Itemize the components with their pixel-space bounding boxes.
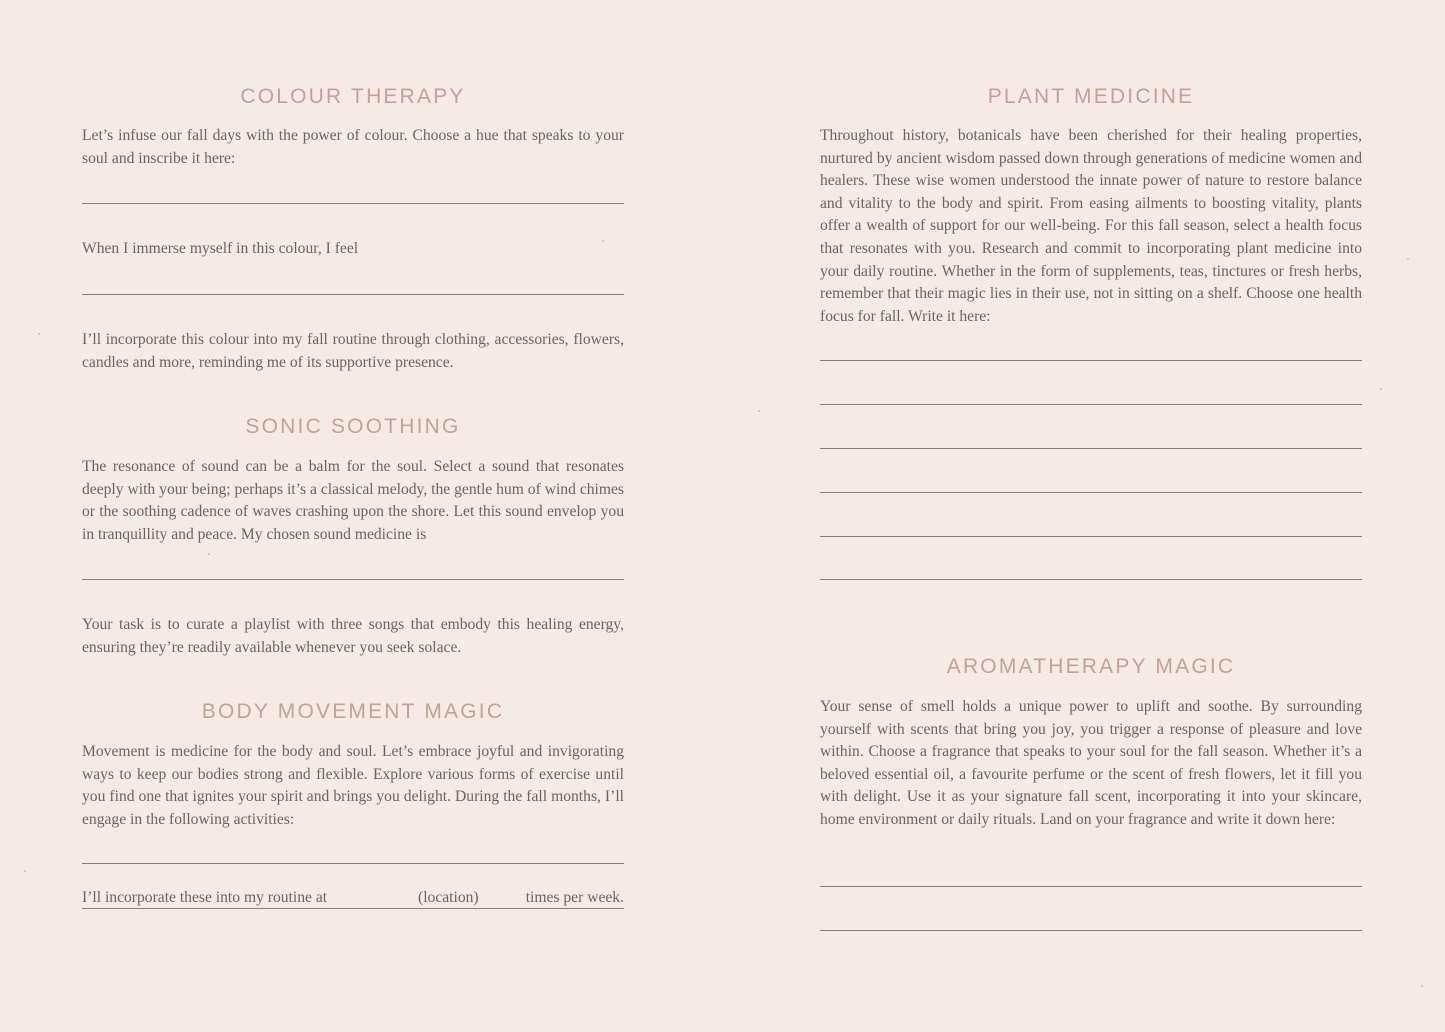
colour-feel-write-line[interactable] — [82, 294, 624, 295]
paper-speck — [602, 240, 604, 242]
sonic-soothing-intro: The resonance of sound can be a balm for the soul. Select a sound that resonates deeply with your being; perhaps it’s a classical melody, the gentle hum of wind chimes or the soothing cadence of waves crashing upon the shore. Let this sound envelop you in tranquillity and peace. My chosen sound medicine is — [82, 458, 624, 543]
routine-start-text: I’ll incorporate these into my routine at — [82, 889, 328, 906]
aromatherapy-heading: AROMATHERAPY MAGIC — [946, 655, 1236, 678]
routine-line[interactable] — [82, 888, 624, 909]
colour-write-line[interactable] — [82, 203, 624, 204]
fragrance-write-line[interactable] — [820, 930, 1362, 931]
sonic-soothing-heading: SONIC SOOTHING — [245, 415, 461, 438]
fragrance-write-line[interactable] — [820, 886, 1362, 887]
body-movement-intro: Movement is medicine for the body and soul. Let’s embrace joyful and invigorating ways to keep our bodies strong and flexible. Explore various forms of exercise until you find one that ignites your spirit and brings you delight. During the fall months, I’ll engage in the following activities: — [82, 743, 624, 828]
plant-write-line[interactable] — [820, 360, 1362, 361]
colour-therapy-outro: I’ll incorporate this colour into my fall routine through clothing, accessories, flowers, candles and more, reminding me of its supportive presence. — [82, 331, 624, 371]
plant-medicine-heading: PLANT MEDICINE — [987, 85, 1195, 108]
sonic-soothing-task: Your task is to curate a playlist with three songs that embody this healing energy, ensuring they’re readily available whenever you seek solace. — [82, 616, 624, 656]
body-movement-heading: BODY MOVEMENT MAGIC — [201, 700, 505, 723]
colour-therapy-heading: COLOUR THERAPY — [240, 85, 466, 108]
sound-write-line[interactable] — [82, 579, 624, 580]
aromatherapy-body: Your sense of smell holds a unique power to uplift and soothe. By surrounding yourself with scents that bring you joy, you trigger a response of pleasure and love within. Choose a fragrance that speaks to your soul for the fall season. Whether it’s a beloved essential oil, a favourite perfume or the scent of fresh flowers, let it fill you with delight. Use it as your signature fall scent, incorporating it into your skincare, home environment or daily rituals. Land on your fragrance and write it down here: — [820, 698, 1362, 828]
paper-speck — [1407, 258, 1409, 260]
paper-speck — [1421, 985, 1423, 987]
plant-write-line[interactable] — [820, 536, 1362, 537]
paper-speck — [24, 870, 26, 872]
plant-write-line[interactable] — [820, 579, 1362, 580]
colour-therapy-intro: Let’s infuse our fall days with the power of colour. Choose a hue that speaks to your soul and inscribe it here: — [82, 127, 624, 167]
plant-write-line[interactable] — [820, 404, 1362, 405]
paper-speck — [208, 553, 210, 555]
colour-feel-prompt: When I immerse myself in this colour, I feel — [82, 240, 359, 257]
plant-write-line[interactable] — [820, 448, 1362, 449]
paper-speck — [38, 333, 40, 335]
paper-speck — [758, 410, 760, 412]
paper-speck — [1380, 388, 1382, 390]
plant-write-line[interactable] — [820, 492, 1362, 493]
activities-write-line[interactable] — [82, 863, 624, 864]
plant-medicine-body: Throughout history, botanicals have been cherished for their healing properties, nurtured by ancient wisdom passed down through generations of medicine women and healers. These wise women understood the innate power of nature to restore balance and vitality to the body and spirit. From easing ailments to boosting vitality, plants offer a wealth of support for our well-being. For this fall season, select a health focus that resonates with you. Research and commit to incorporating plant medicine into your daily routine. Whether in the form of supplements, teas, tinctures or fresh herbs, remember that their magic lies in their use, not in sitting on a shelf. Choose one health focus for fall. Write it here: — [820, 127, 1362, 325]
routine-end-text: times per week. — [525, 889, 624, 906]
routine-location-text: (location) — [418, 889, 479, 906]
